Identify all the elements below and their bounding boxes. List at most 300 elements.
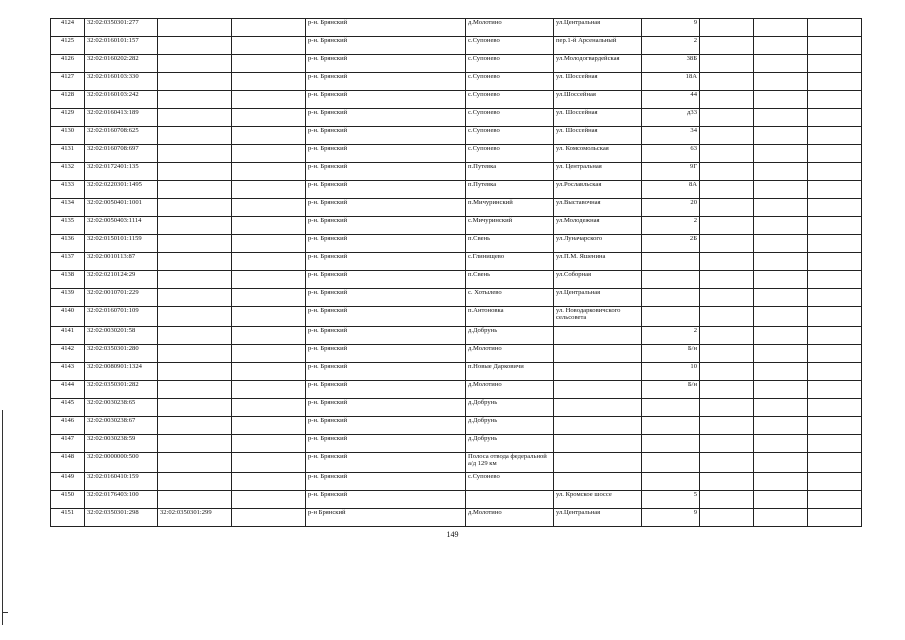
house-number [642, 417, 700, 435]
house-number: д33 [642, 109, 700, 127]
empty-cell [754, 327, 808, 345]
settlement-cell: с.Супонево [466, 109, 554, 127]
table-row [51, 217, 862, 235]
empty-cell [754, 73, 808, 91]
empty-cell [808, 181, 862, 199]
empty-cell [808, 307, 862, 327]
house-number: 2 [642, 327, 700, 345]
cadastral-number-2 [158, 453, 232, 473]
street-cell: ул.Центральная [554, 19, 642, 37]
row-number: 4139 [51, 289, 85, 307]
house-number [642, 399, 700, 417]
row-number: 4137 [51, 253, 85, 271]
empty-cell [808, 473, 862, 491]
district-cell: р-н. Брянский [306, 253, 466, 271]
cadastral-number-2 [158, 399, 232, 417]
register-table-body [51, 19, 862, 527]
empty-cell [754, 109, 808, 127]
cadastral-number: 32:02:0350301:298 [85, 509, 158, 527]
row-number: 4151 [51, 509, 85, 527]
settlement-cell: п.Путевка [466, 163, 554, 181]
street-cell: ул.Шоссейная [554, 91, 642, 109]
empty-cell [808, 199, 862, 217]
empty-cell [808, 271, 862, 289]
settlement-cell: Полоса отвода федеральной а/д 129 км [466, 453, 554, 473]
street-cell: ул. Шоссейная [554, 127, 642, 145]
district-cell: р-н. Брянский [306, 109, 466, 127]
empty-cell [808, 453, 862, 473]
street-cell: ул.Соборная [554, 271, 642, 289]
settlement-cell: с.Супонево [466, 91, 554, 109]
empty-cell [700, 19, 754, 37]
settlement-cell: с.Супонево [466, 145, 554, 163]
empty-cell [808, 509, 862, 527]
settlement-cell: п.Свень [466, 271, 554, 289]
house-number [642, 473, 700, 491]
cadastral-number: 32:02:0030201:58 [85, 327, 158, 345]
house-number: Б/н [642, 345, 700, 363]
table-row [51, 417, 862, 435]
settlement-cell: д.Добрунь [466, 435, 554, 453]
empty-cell [808, 435, 862, 453]
row-number: 4138 [51, 271, 85, 289]
house-number: 63 [642, 145, 700, 163]
blank-cell [232, 181, 306, 199]
district-cell: р-н. Брянский [306, 381, 466, 399]
empty-cell [754, 307, 808, 327]
cadastral-number-2 [158, 37, 232, 55]
empty-cell [754, 55, 808, 73]
empty-cell [754, 91, 808, 109]
row-number: 4141 [51, 327, 85, 345]
cadastral-number: 32:02:0176403:100 [85, 491, 158, 509]
house-number: Б/н [642, 381, 700, 399]
table-row [51, 473, 862, 491]
district-cell: р-н. Брянский [306, 363, 466, 381]
table-row [51, 199, 862, 217]
empty-cell [754, 509, 808, 527]
empty-cell [700, 327, 754, 345]
house-number: 5 [642, 491, 700, 509]
empty-cell [754, 363, 808, 381]
empty-cell [808, 73, 862, 91]
empty-cell [700, 453, 754, 473]
district-cell: р-н. Брянский [306, 91, 466, 109]
row-number: 4147 [51, 435, 85, 453]
table-row [51, 181, 862, 199]
empty-cell [700, 399, 754, 417]
settlement-cell: д.Молотино [466, 19, 554, 37]
street-cell [554, 473, 642, 491]
district-cell: р-н. Брянский [306, 19, 466, 37]
row-number: 4133 [51, 181, 85, 199]
table-row [51, 163, 862, 181]
blank-cell [232, 453, 306, 473]
empty-cell [754, 435, 808, 453]
empty-cell [808, 127, 862, 145]
blank-cell [232, 327, 306, 345]
cadastral-number-2 [158, 181, 232, 199]
settlement-cell: с.Глинищево [466, 253, 554, 271]
street-cell: ул.Центральная [554, 509, 642, 527]
street-cell: ул. Комсомольская [554, 145, 642, 163]
empty-cell [808, 109, 862, 127]
district-cell: р-н. Брянский [306, 235, 466, 253]
empty-cell [754, 473, 808, 491]
district-cell: р-н. Брянский [306, 73, 466, 91]
row-number: 4135 [51, 217, 85, 235]
table-row [51, 307, 862, 327]
empty-cell [754, 453, 808, 473]
register-table [50, 18, 862, 527]
cadastral-number-2 [158, 73, 232, 91]
cadastral-number: 32:02:0220301:1495 [85, 181, 158, 199]
settlement-cell: д.Молотино [466, 345, 554, 363]
cadastral-number: 32:02:0050401:1001 [85, 199, 158, 217]
empty-cell [808, 163, 862, 181]
table-row [51, 19, 862, 37]
empty-cell [808, 381, 862, 399]
empty-cell [808, 145, 862, 163]
table-row [51, 37, 862, 55]
row-number: 4144 [51, 381, 85, 399]
district-cell: р-н. Брянский [306, 271, 466, 289]
settlement-cell: п.Свень [466, 235, 554, 253]
street-cell: ул. Шоссейная [554, 73, 642, 91]
table-row [51, 491, 862, 509]
empty-cell [808, 235, 862, 253]
empty-cell [808, 399, 862, 417]
settlement-cell: д.Добрунь [466, 327, 554, 345]
empty-cell [700, 235, 754, 253]
cadastral-number-2 [158, 473, 232, 491]
house-number [642, 253, 700, 271]
empty-cell [700, 417, 754, 435]
district-cell: р-н. Брянский [306, 307, 466, 327]
row-number: 4131 [51, 145, 85, 163]
cadastral-number: 32:02:0350301:277 [85, 19, 158, 37]
row-number: 4140 [51, 307, 85, 327]
empty-cell [700, 109, 754, 127]
table-row [51, 289, 862, 307]
blank-cell [232, 235, 306, 253]
cadastral-number-2 [158, 55, 232, 73]
row-number: 4126 [51, 55, 85, 73]
cadastral-number-2 [158, 109, 232, 127]
district-cell: р-н. Брянский [306, 399, 466, 417]
empty-cell [700, 435, 754, 453]
cadastral-number-2 [158, 235, 232, 253]
row-number: 4142 [51, 345, 85, 363]
empty-cell [754, 37, 808, 55]
district-cell: р-н. Брянский [306, 417, 466, 435]
cadastral-number: 32:02:0030238:65 [85, 399, 158, 417]
empty-cell [700, 363, 754, 381]
blank-cell [232, 435, 306, 453]
cadastral-number-2 [158, 307, 232, 327]
empty-cell [754, 181, 808, 199]
cadastral-number-2 [158, 127, 232, 145]
settlement-cell: с.Мичуринский [466, 217, 554, 235]
cadastral-number: 32:02:0150101:1159 [85, 235, 158, 253]
empty-cell [808, 491, 862, 509]
settlement-cell: д.Молотино [466, 381, 554, 399]
empty-cell [808, 91, 862, 109]
street-cell [554, 381, 642, 399]
empty-cell [754, 381, 808, 399]
table-row [51, 381, 862, 399]
house-number: 8А [642, 181, 700, 199]
street-cell: ул.Молодежная [554, 217, 642, 235]
house-number: 9 [642, 19, 700, 37]
cadastral-number-2 [158, 271, 232, 289]
empty-cell [700, 473, 754, 491]
empty-cell [700, 491, 754, 509]
row-number: 4148 [51, 453, 85, 473]
settlement-cell: п.Антоновка [466, 307, 554, 327]
table-row [51, 127, 862, 145]
district-cell: р-н. Брянский [306, 55, 466, 73]
table-row [51, 399, 862, 417]
empty-cell [700, 271, 754, 289]
empty-cell [808, 253, 862, 271]
district-cell: р-н. Брянский [306, 473, 466, 491]
street-cell [554, 435, 642, 453]
street-cell: ул.Луначарского [554, 235, 642, 253]
empty-cell [700, 381, 754, 399]
cadastral-number-2 [158, 145, 232, 163]
empty-cell [754, 163, 808, 181]
cadastral-number: 32:02:0160101:157 [85, 37, 158, 55]
settlement-cell: с.Супонево [466, 55, 554, 73]
cadastral-number-2 [158, 417, 232, 435]
empty-cell [700, 91, 754, 109]
district-cell: р-н. Брянский [306, 181, 466, 199]
cadastral-number: 32:02:0210124:29 [85, 271, 158, 289]
cadastral-number: 32:02:0350301:280 [85, 345, 158, 363]
cadastral-number: 32:02:0160103:242 [85, 91, 158, 109]
blank-cell [232, 509, 306, 527]
empty-cell [808, 55, 862, 73]
settlement-cell: с.Супонево [466, 37, 554, 55]
cadastral-number-2 [158, 163, 232, 181]
empty-cell [700, 181, 754, 199]
blank-cell [232, 73, 306, 91]
row-number: 4130 [51, 127, 85, 145]
row-number: 4143 [51, 363, 85, 381]
blank-cell [232, 491, 306, 509]
empty-cell [700, 37, 754, 55]
house-number: 18А [642, 73, 700, 91]
empty-cell [754, 271, 808, 289]
blank-cell [232, 399, 306, 417]
empty-cell [754, 417, 808, 435]
table-row [51, 509, 862, 527]
blank-cell [232, 109, 306, 127]
row-number: 4128 [51, 91, 85, 109]
blank-cell [232, 145, 306, 163]
row-number: 4124 [51, 19, 85, 37]
cadastral-number: 32:02:0160202:282 [85, 55, 158, 73]
cadastral-number-2 [158, 435, 232, 453]
district-cell: р-н. Брянский [306, 435, 466, 453]
cadastral-number-2 [158, 363, 232, 381]
empty-cell [754, 345, 808, 363]
empty-cell [754, 399, 808, 417]
settlement-cell: д.Добрунь [466, 417, 554, 435]
row-number: 4125 [51, 37, 85, 55]
house-number [642, 271, 700, 289]
house-number: 2 [642, 37, 700, 55]
street-cell: ул.Рославльская [554, 181, 642, 199]
street-cell [554, 345, 642, 363]
row-number: 4149 [51, 473, 85, 491]
empty-cell [700, 217, 754, 235]
empty-cell [700, 253, 754, 271]
table-row [51, 91, 862, 109]
street-cell [554, 417, 642, 435]
blank-cell [232, 345, 306, 363]
street-cell: ул.Центральная [554, 289, 642, 307]
house-number [642, 289, 700, 307]
cadastral-number-2 [158, 345, 232, 363]
empty-cell [754, 127, 808, 145]
cadastral-number-2 [158, 253, 232, 271]
district-cell: р-н. Брянский [306, 127, 466, 145]
district-cell: р-н. Брянский [306, 491, 466, 509]
street-cell: ул. Кромское шоссе [554, 491, 642, 509]
house-number: 38Б [642, 55, 700, 73]
empty-cell [808, 289, 862, 307]
blank-cell [232, 37, 306, 55]
blank-cell [232, 127, 306, 145]
settlement-cell: с.Супонево [466, 127, 554, 145]
house-number: 20 [642, 199, 700, 217]
row-number: 4145 [51, 399, 85, 417]
blank-cell [232, 199, 306, 217]
cadastral-number-2 [158, 327, 232, 345]
house-number: 9Г [642, 163, 700, 181]
house-number: 44 [642, 91, 700, 109]
street-cell: пер.1-й Арсенальный [554, 37, 642, 55]
empty-cell [700, 127, 754, 145]
margin-line [2, 410, 3, 625]
district-cell: р-н. Брянский [306, 217, 466, 235]
blank-cell [232, 91, 306, 109]
cadastral-number: 32:02:0350301:282 [85, 381, 158, 399]
row-number: 4146 [51, 417, 85, 435]
table-row [51, 73, 862, 91]
empty-cell [808, 345, 862, 363]
district-cell: р-н Брянский [306, 509, 466, 527]
table-row [51, 435, 862, 453]
cadastral-number: 32:02:0160708:697 [85, 145, 158, 163]
blank-cell [232, 473, 306, 491]
row-number: 4132 [51, 163, 85, 181]
cadastral-number: 32:02:0030238:59 [85, 435, 158, 453]
empty-cell [700, 73, 754, 91]
blank-cell [232, 363, 306, 381]
cadastral-number: 32:02:0010701:229 [85, 289, 158, 307]
empty-cell [754, 217, 808, 235]
empty-cell [754, 235, 808, 253]
house-number: 2Б [642, 235, 700, 253]
empty-cell [808, 37, 862, 55]
blank-cell [232, 19, 306, 37]
row-number: 4127 [51, 73, 85, 91]
empty-cell [754, 145, 808, 163]
cadastral-number: 32:02:0160410:159 [85, 473, 158, 491]
blank-cell [232, 253, 306, 271]
street-cell [554, 399, 642, 417]
cadastral-number-2 [158, 91, 232, 109]
blank-cell [232, 217, 306, 235]
cadastral-number-2 [158, 217, 232, 235]
settlement-cell: п.Новые Дарковичи [466, 363, 554, 381]
house-number: 9 [642, 509, 700, 527]
cadastral-number: 32:02:0080901:1324 [85, 363, 158, 381]
settlement-cell: с.Супонево [466, 473, 554, 491]
settlement-cell: п.Путевка [466, 181, 554, 199]
cadastral-number: 32:02:0160708:625 [85, 127, 158, 145]
empty-cell [754, 199, 808, 217]
settlement-cell: д.Молотино [466, 509, 554, 527]
blank-cell [232, 271, 306, 289]
house-number: 34 [642, 127, 700, 145]
table-row [51, 55, 862, 73]
district-cell: р-н. Брянский [306, 289, 466, 307]
table-row [51, 145, 862, 163]
street-cell [554, 453, 642, 473]
empty-cell [808, 327, 862, 345]
blank-cell [232, 289, 306, 307]
table-row [51, 345, 862, 363]
blank-cell [232, 307, 306, 327]
table-row [51, 363, 862, 381]
blank-cell [232, 417, 306, 435]
cadastral-number: 32:02:0000000:500 [85, 453, 158, 473]
empty-cell [808, 417, 862, 435]
row-number: 4134 [51, 199, 85, 217]
street-cell: ул. Новодарковичского сельсовета [554, 307, 642, 327]
empty-cell [754, 289, 808, 307]
table-row [51, 235, 862, 253]
street-cell: ул. Шоссейная [554, 109, 642, 127]
cadastral-number-2 [158, 491, 232, 509]
empty-cell [700, 55, 754, 73]
blank-cell [232, 55, 306, 73]
cadastral-number-2 [158, 19, 232, 37]
empty-cell [754, 491, 808, 509]
district-cell: р-н. Брянский [306, 145, 466, 163]
street-cell: ул.П.М. Яшенина [554, 253, 642, 271]
house-number [642, 453, 700, 473]
settlement-cell: д.Добрунь [466, 399, 554, 417]
empty-cell [700, 345, 754, 363]
settlement-cell: с. Хотылево [466, 289, 554, 307]
page-number: 149 [446, 530, 459, 539]
empty-cell [808, 19, 862, 37]
row-number: 4136 [51, 235, 85, 253]
district-cell: р-н. Брянский [306, 37, 466, 55]
cadastral-number: 32:02:0050403:1114 [85, 217, 158, 235]
empty-cell [700, 289, 754, 307]
cadastral-number-2: 32:02:0350301:299 [158, 509, 232, 527]
settlement-cell: с.Супонево [466, 73, 554, 91]
district-cell: р-н. Брянский [306, 163, 466, 181]
margin-mark [3, 612, 8, 613]
cadastral-number: 32:02:0160103:330 [85, 73, 158, 91]
